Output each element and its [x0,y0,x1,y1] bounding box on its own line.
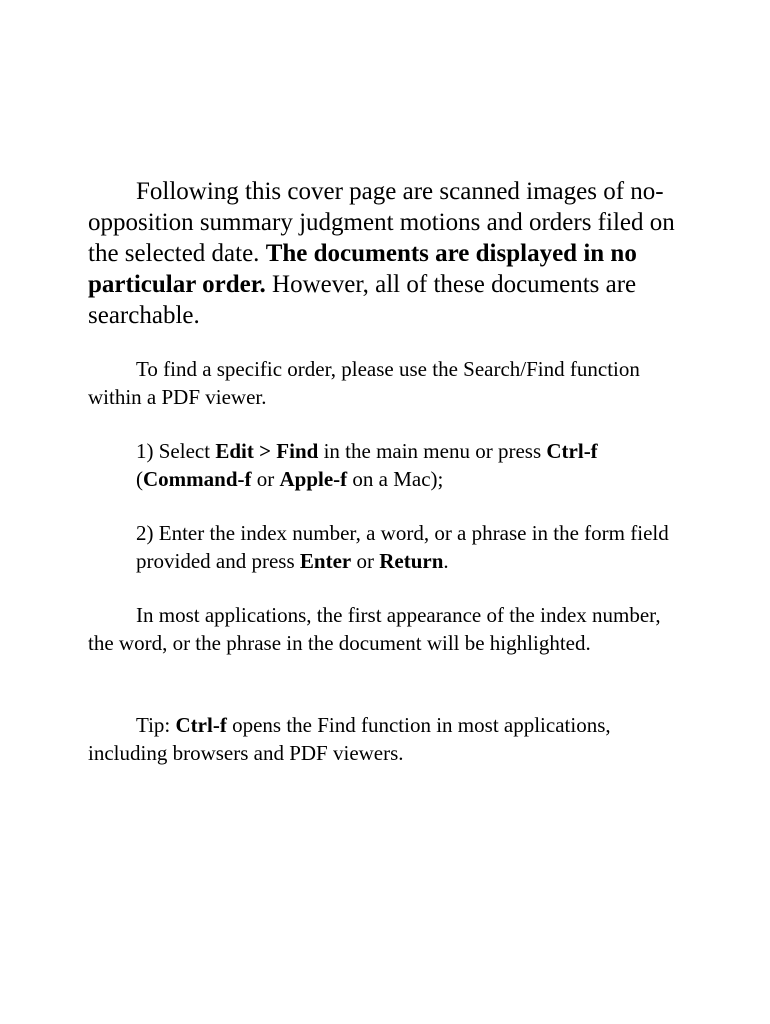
find-instructions-text: To find a specific order, please use the Search/Find function within a PDF viewer. [88,357,640,409]
tip-paragraph [88,711,688,767]
step2-enter: Enter [299,549,352,573]
highlight-note-text: In most applications, the first appearance of the index number, the word, or the phrase in the document will be highlighted. [88,603,661,655]
step1-text-5: on a Mac); [347,467,444,491]
step2-text-2: or [351,549,380,573]
step-1-paragraph [136,437,696,493]
intro-text-1: Following this cover page are scanned images of no-opposition summary judgment motions and orders filed on the selected date. [88,178,675,267]
find-instructions-paragraph [88,355,688,411]
highlight-note-paragraph [88,601,688,657]
tip-text-2: opens the Find function in most applications, including browsers and PDF viewers. [88,713,611,765]
step2-text-1: 2) Enter the index number, a word, or a phrase in the form field provided and press [136,521,669,573]
tip-ctrl-f: Ctrl-f [175,713,227,737]
step1-text-3: ( [136,467,143,491]
intro-bold-order-note: The documents are displayed in no particular order. [88,240,637,298]
intro-text-2: However, all of these documents are searchable. [88,271,637,329]
step2-return: Return [379,549,444,573]
intro-paragraph [88,176,688,331]
step1-ctrl-f: Ctrl-f [546,439,598,463]
tip-text-1: Tip: [136,713,176,737]
step1-apple-f: Apple-f [279,467,348,491]
step1-command-f: Command-f [143,467,252,491]
step1-text-4: or [251,467,280,491]
step1-edit-find: Edit > Find [215,439,319,463]
step2-text-3: . [443,549,449,573]
step-2-paragraph [136,519,696,575]
step1-text-2: in the main menu or press [318,439,547,463]
step1-text-1: 1) Select [136,439,216,463]
